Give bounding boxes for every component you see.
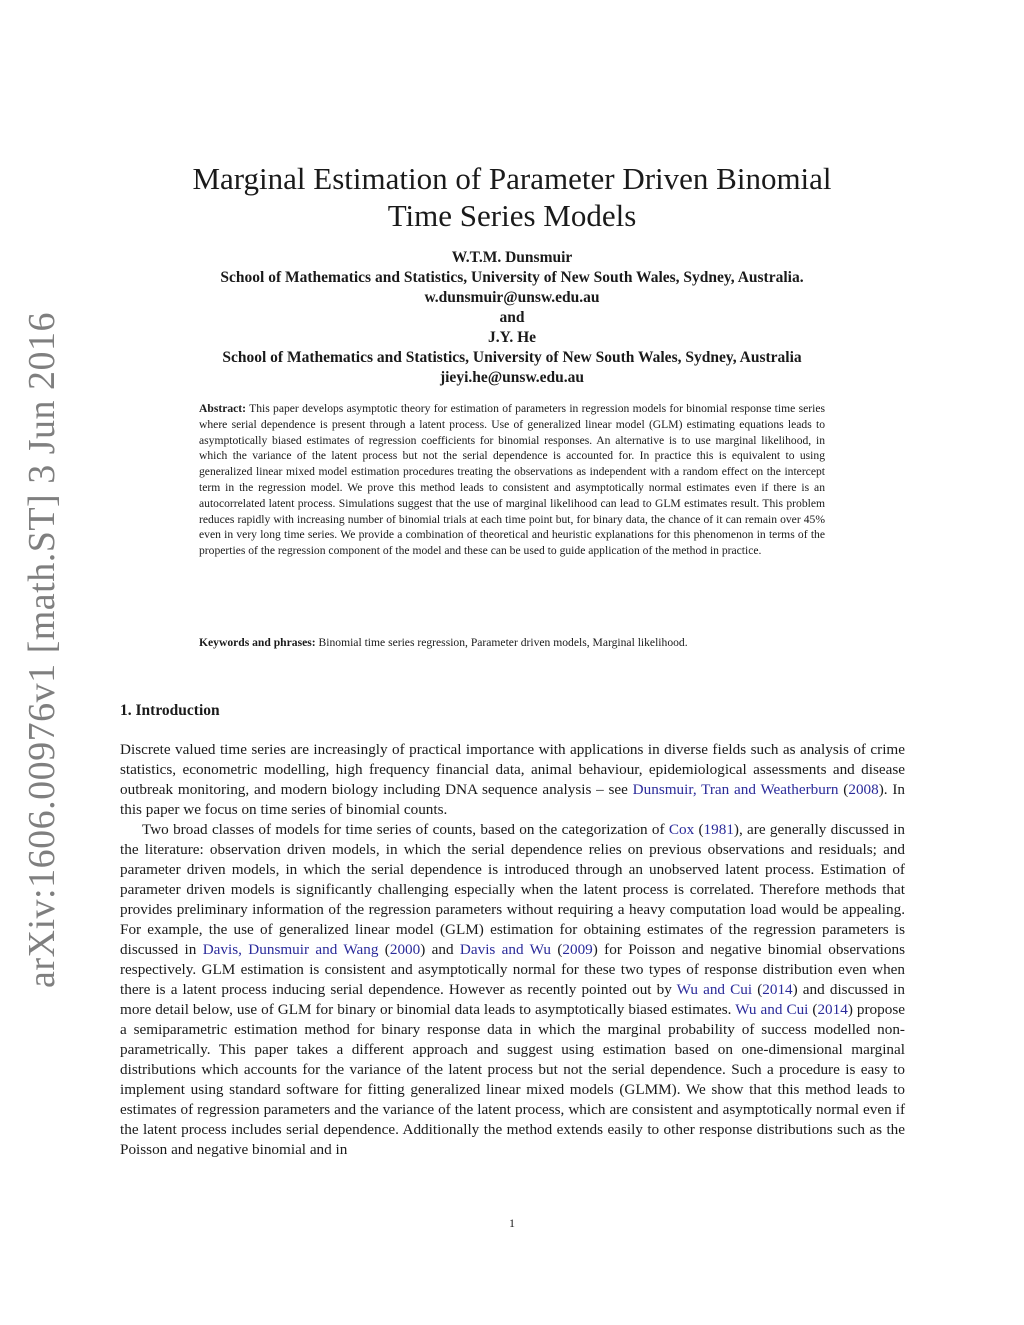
abstract [199, 401, 825, 559]
text-span: ) and [420, 941, 460, 958]
author-1-name: W.T.M. Dunsmuir [451, 249, 573, 266]
citation-link[interactable]: Davis, Dunsmuir and Wang [202, 941, 379, 958]
citation-year-link[interactable]: 2000 [389, 941, 421, 958]
section-heading-introduction: 1. Introduction [120, 702, 220, 719]
text-span: ( [808, 1001, 818, 1018]
author-1-affiliation: School of Mathematics and Statistics, University of New South Wales, Sydney, Australia. [220, 269, 804, 286]
author-block [0, 248, 1024, 388]
text-span: ). In this paper we focus on time series of binomial counts. [120, 781, 905, 818]
abstract-label: Abstract: [199, 402, 247, 415]
abstract-text: This paper develops asymptotic theory for estimation of parameters in regression models for binomial response time series where serial dependence is present through a latent process. Use of generalized linear model (GLM) estimating equations leads to asymptotically biased estimates of regression coefficients for binomial responses. An alternative is to use marginal likelihood, in which the variance of the latent process but not the serial dependence is accounted for. In practice this is equivalent to using generalized linear mixed model estimation procedures treating the observations as independent with a random effect on the intercept term in the regression model. We prove this method leads to consistent and asymptotically normal estimates even if there is an autocorrelated latent process. Simulations suggest that the use of marginal likelihood can lead to GLM estimates result. This problem reduces rapidly with increasing number of binomial trials at each time point but, for binary data, the chance of it can remain over 45% even in very long time series. We provide a combination of theoretical and heuristic explanations for this phenomenon in terms of the properties of the regression component of the model and these can be used to guide application of the method in practice. [199, 402, 825, 558]
page-number: 1 [509, 1216, 515, 1230]
citation-link[interactable]: Wu and Cui [676, 981, 753, 998]
author-conjunction: and [499, 309, 525, 326]
text-span: ) propose a semiparametric estimation method for binary response data in which the marginal probability of success modelled non-parametrically. This paper takes a different approach and suggest using estimation based on one-dimensional marginal distributions which accounts for the variance of the latent process but not the serial dependence. Such a procedure is easy to implement using standard software for fitting generalized linear mixed models (GLMM). We show that this method leads to estimates of regression parameters and the variance of the latent process, which are consistent and asymptotically normal even if the latent process includes serial dependence. Additionally the method extends easily to other response distributions such as the Poisson and negative binomial and in [120, 1001, 905, 1158]
paragraph-1 [120, 740, 905, 820]
author-2-name: J.Y. He [487, 329, 537, 346]
paragraph-2 [120, 820, 905, 1160]
paper-title [0, 160, 1024, 234]
text-span: Discrete valued time series are increasingly of practical importance with applications in diverse fields such as analysis of crime statistics, econometric modelling, high frequency financial data, animal behaviour, epidemiological assessments and disease outbreak monitoring, and modern biology including DNA sequence analysis – see [120, 741, 905, 798]
citation-year-link[interactable]: 2014 [762, 981, 793, 998]
title-line-2: Time Series Models [387, 198, 637, 233]
citation-year-link[interactable]: 1981 [703, 821, 734, 838]
citation-link[interactable]: Dunsmuir, Tran and Weatherburn [632, 781, 839, 798]
keywords-label: Keywords and phrases: [199, 636, 316, 649]
text-span: ( [550, 941, 563, 958]
author-2-email: jieyi.he@unsw.edu.au [439, 369, 585, 386]
author-1-email: w.dunsmuir@unsw.edu.au [424, 289, 600, 306]
citation-link[interactable]: Davis and Wu [459, 941, 551, 958]
text-span: ( [838, 781, 849, 798]
citation-link[interactable]: Cox [668, 821, 695, 838]
keywords-text: Binomial time series regression, Parameter driven models, Marginal likelihood. [318, 636, 688, 649]
author-2-affiliation: School of Mathematics and Statistics, University of New South Wales, Sydney, Australia [222, 349, 802, 366]
citation-year-link[interactable]: 2014 [817, 1001, 848, 1018]
text-span: ), are generally discussed in the literature: observation driven models, in which the serial dependence relies on previous observations and residuals; and parameter driven models, in which the serial dependence is introduced through an unobserved latent process. Estimation of parameter driven models is significantly challenging especially when the latent process is correlated. Therefore methods that provides preliminary information of the regression parameters without requiring a heavy computation load would be appealing. For example, the use of generalized linear model (GLM) estimation for obtaining estimates of the regression parameters is discussed in [120, 821, 906, 958]
citation-year-link[interactable]: 2009 [562, 941, 593, 958]
text-span: Two broad classes of models for time series of counts, based on the categorization of [142, 821, 669, 838]
keywords [199, 635, 825, 651]
introduction-body [120, 740, 905, 1160]
arxiv-identifier-stamp: arXiv:1606.00976v1 [math.ST] 3 Jun 2016 [21, 311, 63, 989]
title-line-1: Marginal Estimation of Parameter Driven Binomial [192, 161, 832, 196]
text-span: ( [752, 981, 763, 998]
text-span: ( [378, 941, 390, 958]
citation-link[interactable]: Wu and Cui [735, 1001, 809, 1018]
text-span: ( [694, 821, 704, 838]
citation-year-link[interactable]: 2008 [848, 781, 879, 798]
text-span: ) for Poisson and negative binomial observations respectively. GLM estimation is consistent and asymptotically normal for these two types of response distribution even when there is a latent process inducing serial dependence. However as recently pointed out by [120, 941, 905, 998]
text-span: ) and discussed in more detail below, use of GLM for binary or binomial data leads to asymptotically biased estimates. [120, 981, 905, 1018]
